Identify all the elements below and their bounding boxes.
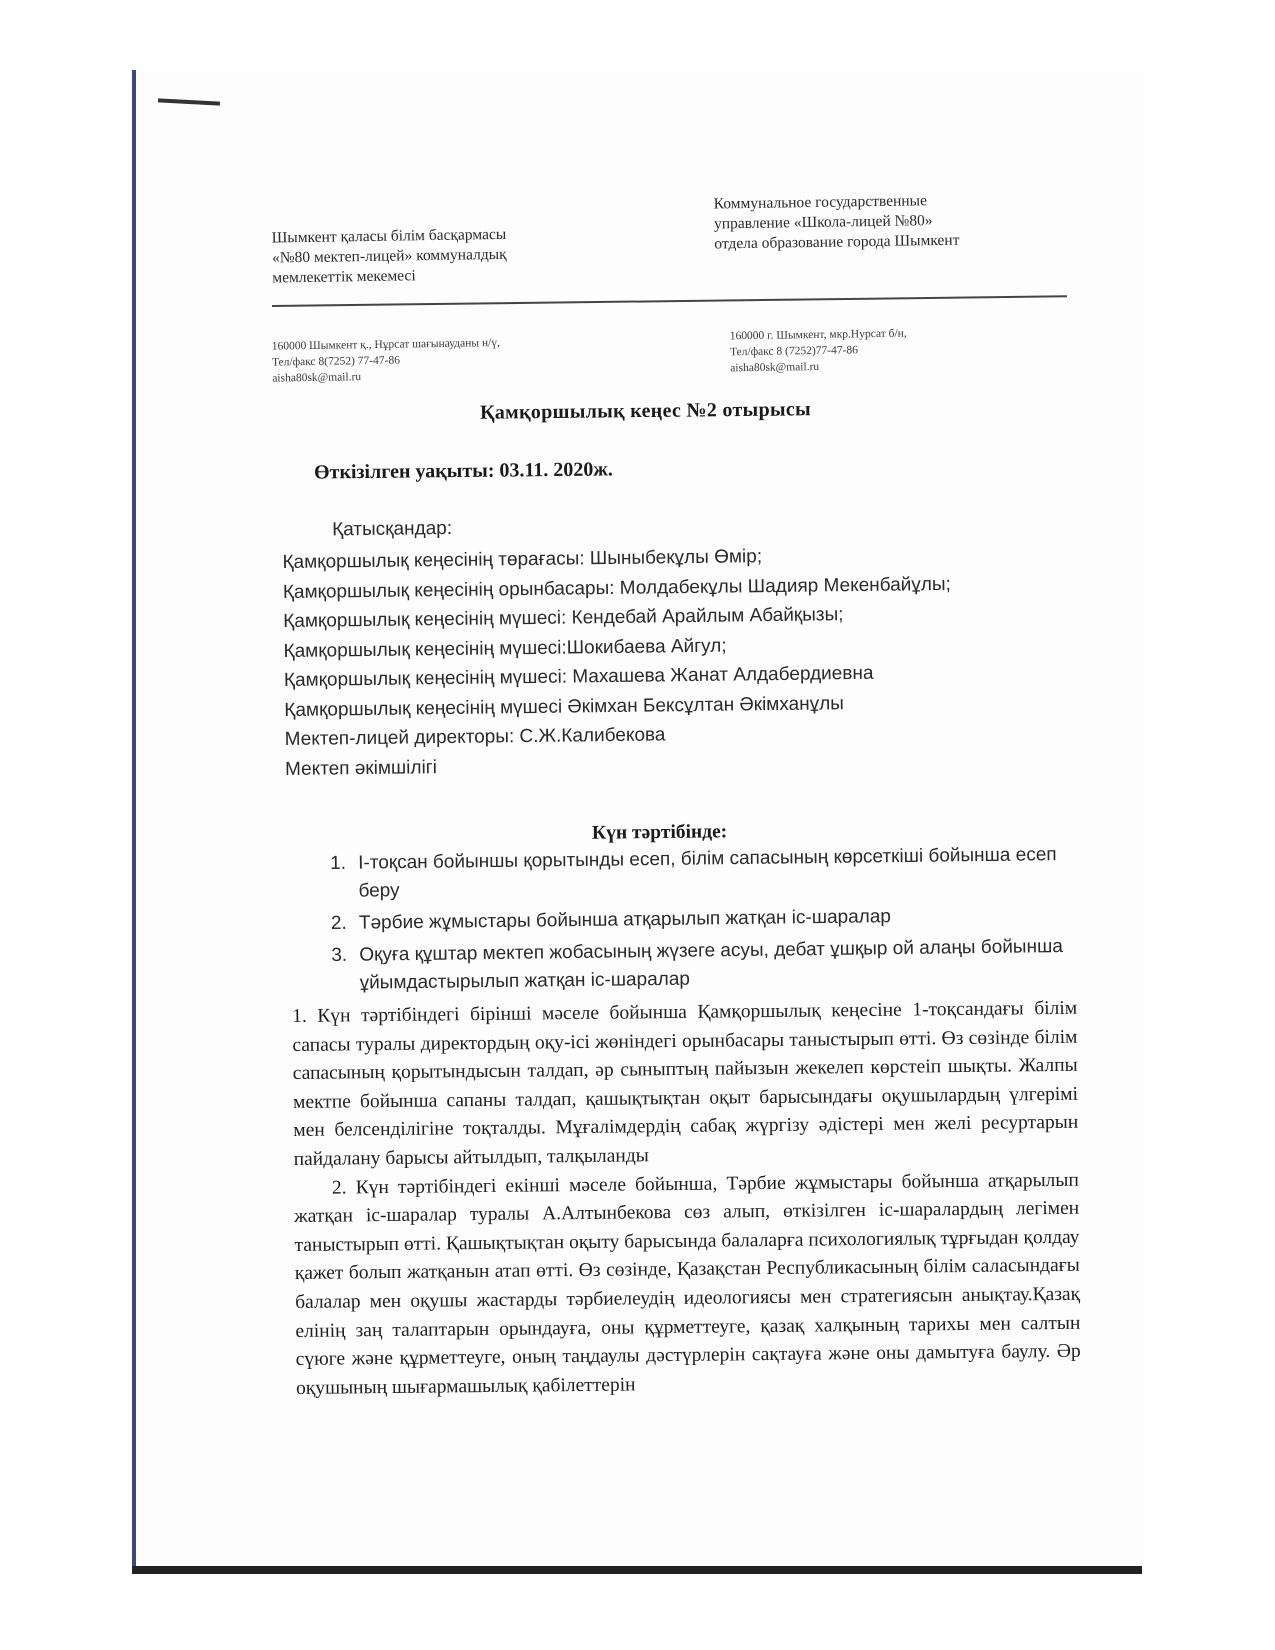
- header-right-line: отдела образование города Шымкент: [714, 231, 960, 253]
- participant-line: Қамқоршылық кеңесінің мүшесі: Кендебай Арайлым Абайқызы;: [283, 604, 844, 632]
- minutes-paragraph-2: 2. Күн тәртібіндегі екінші мәселе бойынша, Тәрбие жұмыстары бойынша атқарылып жатқан іс-шаралар туралы А.Алтынбекова сөз алып, өткізілген іс-шаралардың легімен таныстырып өтті. Қашықтықтан оқыту барысында балаларға психологиялық тұрғыдан қолдау қажет болып жатқанын атап өтті. Өз сөзінде, Қазақстан Республикасының білім саласындағы балалар мен оқушы жастарды тәрбиелеудің идеологиясы мен стратегиясын анықтау.Қазақ елінің заң талаптарын орындауға, оны құрметтеуге, қазақ халқының тарихы мен салтын сүюге және құрметтеуге, оның таңдаулы дәстүрлерін сақтауға және оны дамытуға баулу. Әр оқушының шығармашылық қабілеттерін: [294, 1169, 1081, 1399]
- address-left-line: 160000 Шымкент қ., Нұрсат шағынауданы н/ү,: [271, 337, 501, 353]
- header-left-line: «№80 мектеп-лицей» коммуналдық: [271, 245, 507, 267]
- address-left-email: aisha80sk@mail.ru: [272, 371, 362, 385]
- header-left-line: мемлекеттік мекемесі: [272, 267, 416, 287]
- agenda-item-text: І-тоқсан бойыншы қорытынды есеп, білім сапасының көрсеткіші бойынша есеп беру: [358, 844, 1057, 902]
- participant-line: Қамқоршылық кеңесінің мүшесі:Шокибаева Айгул;: [283, 635, 727, 662]
- agenda-item: [330, 841, 1071, 906]
- participant-line: Мектеп әкімшілігі: [284, 756, 438, 780]
- participant-line: Қамқоршылық кеңесінің орынбасары: Молдабекұлы Шадияр Мекенбайұлы;: [282, 573, 952, 603]
- participant-line: Қамқоршылық кеңесінің мүшесі Әкімхан Бексұлтан Әкімханұлы: [284, 692, 845, 721]
- agenda-item-number: 1.: [330, 852, 347, 874]
- document-title: Қамқоршылық кеңес №2 отырысы: [479, 398, 812, 424]
- agenda-item-number: 2.: [330, 912, 347, 934]
- address-left-line: Тел/факс 8(7252) 77-47-86: [271, 354, 401, 369]
- page-bottom-edge: [132, 1566, 1142, 1574]
- agenda-item: [331, 933, 1072, 998]
- agenda-item-text: Оқуға құштар мектеп жобасының жүзеге асуы, дебат ұшқыр ой алаңы бойынша ұйымдастырылып жатқан іс-шаралар: [359, 936, 1063, 994]
- participants-heading: Қатысқандар:: [331, 517, 453, 541]
- address-right-email: aisha80sk@mail.ru: [730, 360, 820, 375]
- participant-line: Қамқоршылық кеңесінің мүшесі: Махашева Жанат Алдабердиевна: [283, 662, 874, 691]
- header-right-line: Коммунальное государственные: [713, 192, 928, 213]
- address-right-line: 160000 г. Шымкент, мкр.Нурсат б/н,: [729, 327, 907, 343]
- participants-block: [282, 510, 1065, 784]
- meeting-date: Өткізілген уақыты: 03.11. 2020ж.: [313, 458, 613, 484]
- address-right-line: Тел/факс 8 (7252)77-47-86: [729, 344, 859, 359]
- agenda-heading: Күн тәртібінде:: [591, 821, 728, 844]
- header-left-line: Шымкент қаласы білім басқармасы: [271, 225, 507, 247]
- header-right-institution: [714, 189, 1035, 254]
- participant-line: Мектеп-лицей директоры: С.Ж.Калибекова: [284, 724, 666, 750]
- agenda-item: [331, 901, 1071, 938]
- agenda-item-text: Тәрбие жұмыстары бойынша атқарылып жатқан іс-шаралар: [358, 906, 892, 934]
- header-left-institution: [272, 223, 593, 288]
- participant-line: Қамқоршылық кеңесінің төрағасы: Шыныбекұлы Өмір;: [282, 546, 763, 573]
- minutes-body: [292, 995, 1081, 1404]
- agenda-item-number: 3.: [331, 944, 348, 966]
- minutes-paragraph-1: 1. Күн тәртібіндегі бірінші мәселе бойынша Қамқоршылық кеңесіне 1-тоқсандағы білім сапасы туралы директордың оқу-ісі жөніндегі орынбасары таныстырып өтті. Өз сөзінде білім сапасының қорытындысын талдап, әр сыныптың пайызын жекелеп көрстеіп шықты. Жалпы мектпе бойынша сапаны талдап, қашықтықтан оқыт барысындағы оқушылардың үлгерімі мен белсенділігіне тоқталды. Мұғалімдердің сабақ жүргізу әдістері мен желі ресуртарын пайдалану барысы айтылдып, талқыланды: [292, 997, 1079, 1170]
- agenda-list: [330, 841, 1072, 1002]
- address-left: [272, 333, 603, 386]
- address-right: [730, 324, 1031, 377]
- header-right-line: управление «Школа-лицей №80»: [713, 212, 933, 233]
